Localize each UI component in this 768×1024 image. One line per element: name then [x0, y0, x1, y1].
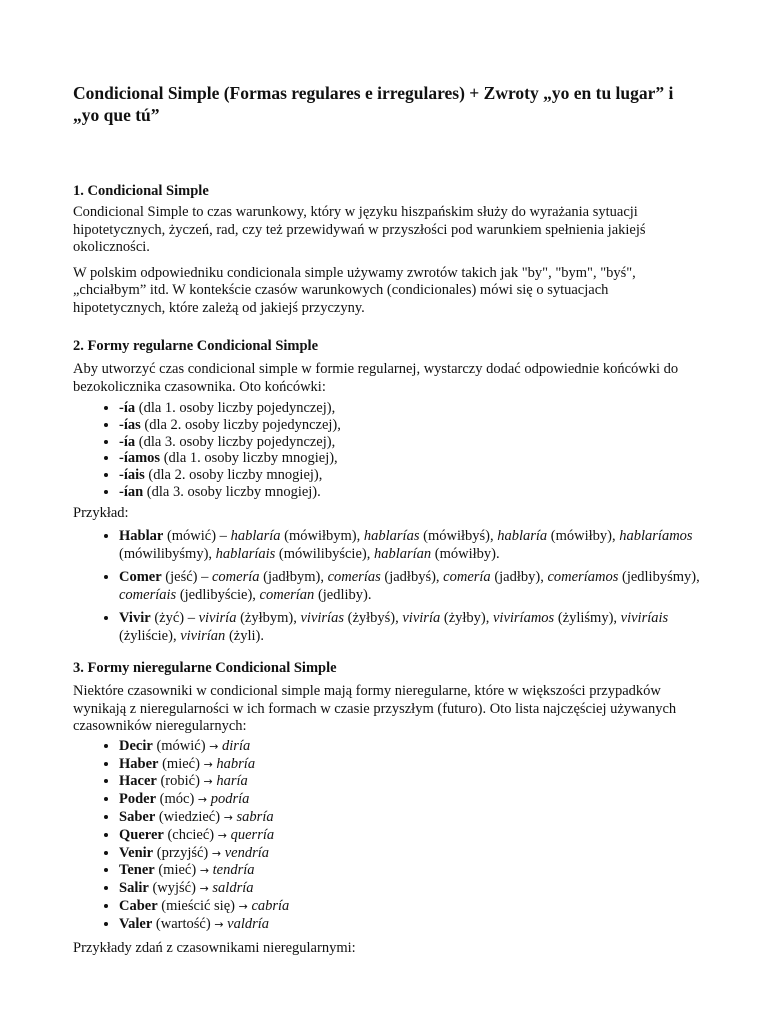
form: comerían: [259, 586, 315, 603]
form: comerías: [327, 569, 381, 586]
arrow-right-icon: →: [211, 846, 222, 860]
irregular-verb: Poder: [119, 791, 157, 808]
irregular-form: cabría: [251, 897, 290, 914]
irregular-form: vendría: [224, 844, 270, 861]
irregular-item: [119, 791, 700, 809]
form: hablaríais: [215, 545, 276, 562]
irregular-meaning: (wyjść): [148, 880, 200, 897]
form: comeríamos: [547, 569, 619, 586]
example-item: [119, 569, 700, 604]
irregular-item: [119, 809, 700, 827]
form: comeríais: [119, 586, 177, 603]
irregular-verb: Salir: [119, 880, 149, 897]
translation: (żyłby),: [440, 610, 493, 627]
arrow-right-icon: →: [203, 757, 213, 771]
page-title: Condicional Simple (Formas regulares e irregulares) + Zwroty „yo en tu lugar” i „yo que tú”: [73, 83, 674, 125]
example-verb: Vivir: [119, 610, 151, 627]
section-3-heading: 3. Formy nieregularne Condicional Simple: [73, 660, 337, 677]
irregular-verb: Saber: [119, 808, 156, 825]
form: viviría: [198, 610, 237, 627]
section-1-paragraph-2: W polskim odpowiedniku condicionala simple używamy zwrotów takich jak "by", "bym", "byś", „chciałbym” itd. W kontekście czasów warunkowych (condicionales) mówi się o sytuacjach hipotetycznych, które zależą od jakiejś przyczyny.: [73, 264, 636, 316]
arrow-right-icon: →: [199, 864, 210, 878]
form: hablaría: [497, 528, 548, 545]
ending: -ían: [119, 483, 144, 500]
translation: (jadłbyś),: [380, 569, 444, 586]
form: viviríamos: [492, 610, 555, 627]
ending-description: (dla 3. osoby liczby mnogiej).: [143, 483, 321, 500]
example-meaning: (żyć) –: [150, 610, 199, 627]
endings-list: [73, 400, 700, 501]
translation: (mówiłbyś),: [419, 528, 498, 545]
list-item: [119, 484, 700, 501]
ending-description: (dla 3. osoby liczby pojedynczej),: [135, 433, 336, 450]
irregular-meaning: (mieć): [154, 862, 200, 879]
ending: -ías: [119, 416, 141, 433]
form: comería: [443, 569, 491, 586]
irregular-meaning: (przyjść): [153, 844, 212, 861]
irregular-meaning: (móc): [156, 791, 198, 808]
irregular-form: valdría: [227, 915, 270, 932]
irregular-verb: Querer: [119, 826, 164, 843]
ending: -íais: [119, 467, 145, 484]
example-verb: Hablar: [119, 528, 164, 545]
example-item: [119, 528, 700, 563]
example-label: Przykład:: [73, 504, 129, 521]
translation: (żyliście),: [119, 627, 181, 644]
form: vivirían: [180, 627, 226, 644]
translation: (mówiłbym),: [280, 528, 364, 545]
irregular-item: [119, 738, 700, 756]
translation: (jadłby),: [490, 569, 548, 586]
arrow-right-icon: →: [217, 828, 227, 842]
irregular-verb: Tener: [119, 862, 155, 879]
translation: (żyłbym),: [236, 610, 301, 627]
form: hablaríamos: [619, 528, 693, 545]
section-3-paragraph-1: Niektóre czasowniki w condicional simple mają formy nieregularne, które w większości przypadków wynikają z nieregularności w ich formach w czasie przyszłym (futuro). Oto lista najczęściej używanych czasowników nieregularnych:: [73, 683, 677, 735]
arrow-right-icon: →: [214, 917, 224, 931]
example-verb: Comer: [119, 569, 162, 586]
form: vivirías: [300, 610, 344, 627]
translation: (żyłbyś),: [343, 610, 403, 627]
irregular-item: [119, 773, 700, 791]
translation: (mówiłby).: [431, 545, 500, 562]
irregular-item: [119, 827, 700, 845]
example-item: [119, 610, 700, 645]
section-3-paragraph-2: Przykłady zdań z czasownikami nieregularnymi:: [73, 939, 356, 956]
irregular-verb: Hacer: [119, 773, 157, 790]
irregular-item: [119, 756, 700, 774]
translation: (jedlibyście),: [176, 586, 260, 603]
translation: (mówilibyście),: [275, 545, 374, 562]
translation: (jadłbym),: [259, 569, 328, 586]
list-item: [119, 450, 700, 467]
form: hablarían: [373, 545, 432, 562]
translation: (jedlibyśmy),: [618, 569, 700, 586]
irregular-meaning: (robić): [156, 773, 204, 790]
irregular-form: diría: [222, 737, 251, 754]
form: hablarías: [363, 528, 420, 545]
list-item: [119, 417, 700, 434]
list-item: [119, 467, 700, 484]
irregular-meaning: (mówić): [152, 737, 210, 754]
translation: (żyli).: [225, 627, 264, 644]
arrow-right-icon: →: [223, 810, 233, 824]
arrow-right-icon: →: [209, 739, 219, 753]
list-item: [119, 434, 700, 451]
arrow-right-icon: →: [238, 899, 248, 913]
irregular-item: [119, 880, 700, 898]
irregular-form: haría: [216, 773, 248, 790]
irregular-meaning: (wartość): [152, 915, 215, 932]
irregular-meaning: (mieć): [158, 755, 204, 772]
form: viviría: [402, 610, 441, 627]
section-2-paragraph-1: Aby utworzyć czas condicional simple w formie regularnej, wystarczy dodać odpowiednie końcówki do bezokolicznika czasownika. Oto końcówki:: [73, 361, 679, 395]
irregular-meaning: (chcieć): [163, 826, 218, 843]
example-meaning: (mówić) –: [163, 528, 231, 545]
irregular-form: querría: [230, 826, 275, 843]
irregular-item: [119, 916, 700, 934]
section-1-paragraph-1: Condicional Simple to czas warunkowy, który w języku hiszpańskim służy do wyrażania sytuacji hipotetycznych, życzeń, rad, czy też przewidywań w przyszłości pod warunkiem spełnienia jakiejś okoliczności.: [73, 204, 646, 255]
section-1-heading: 1. Condicional Simple: [73, 183, 209, 199]
irregular-verb: Caber: [119, 897, 158, 914]
list-item: [119, 400, 700, 417]
irregular-item: [119, 845, 700, 863]
translation: (żyliśmy),: [554, 610, 621, 627]
irregular-item: [119, 862, 700, 880]
ending: -ía: [119, 433, 136, 450]
arrow-right-icon: →: [203, 775, 213, 789]
irregular-meaning: (wiedzieć): [155, 808, 224, 825]
irregular-form: saldría: [212, 880, 254, 897]
form: comería: [212, 569, 260, 586]
ending-description: (dla 2. osoby liczby pojedynczej),: [140, 416, 341, 433]
translation: (jedliby).: [314, 586, 372, 603]
irregular-verbs-list: [73, 738, 700, 934]
ending-description: (dla 2. osoby liczby mnogiej),: [144, 467, 323, 484]
form: hablaría: [230, 528, 281, 545]
irregular-form: podría: [210, 791, 250, 808]
examples-list: [73, 528, 700, 645]
irregular-form: tendría: [212, 862, 255, 879]
ending: -ía: [119, 400, 136, 416]
irregular-item: [119, 898, 700, 916]
example-meaning: (jeść) –: [161, 569, 212, 586]
irregular-verb: Decir: [119, 737, 153, 754]
irregular-meaning: (mieścić się): [157, 897, 239, 914]
irregular-form: sabría: [236, 808, 274, 825]
ending-description: (dla 1. osoby liczby pojedynczej),: [135, 400, 336, 416]
ending: -íamos: [119, 450, 161, 467]
irregular-verb: Haber: [119, 755, 159, 772]
form: viviríais: [620, 610, 669, 627]
irregular-form: habría: [216, 755, 256, 772]
section-2-heading: 2. Formy regularne Condicional Simple: [73, 338, 319, 354]
translation: (mówilibyśmy),: [119, 545, 216, 562]
arrow-right-icon: →: [197, 793, 208, 807]
arrow-right-icon: →: [199, 882, 209, 896]
irregular-verb: Venir: [119, 844, 154, 861]
irregular-verb: Valer: [119, 915, 153, 932]
ending-description: (dla 1. osoby liczby mnogiej),: [160, 450, 338, 467]
translation: (mówiłby),: [547, 528, 620, 545]
